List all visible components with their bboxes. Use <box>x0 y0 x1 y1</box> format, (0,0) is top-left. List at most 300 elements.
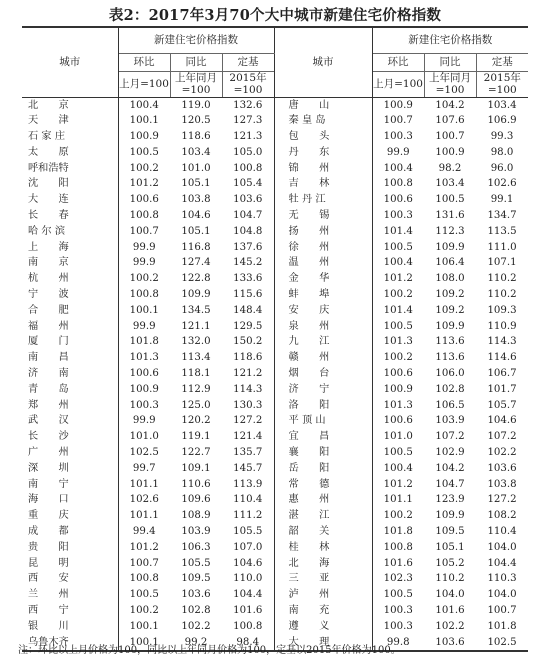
left-yoy-cell: 109.6 <box>181 494 211 506</box>
left-yoy-cell: 118.6 <box>181 131 211 143</box>
right-city-cell: 泉 州 <box>274 319 372 335</box>
left-city-cell: 济 南 <box>22 366 118 382</box>
left-yoy-cell: 122.8 <box>181 273 211 285</box>
right-base-cell: 105.7 <box>487 399 517 411</box>
left-yoy-cell: 120.5 <box>181 115 211 127</box>
left-mom-cell: 101.3 <box>129 352 159 364</box>
right-yoy-cell: 106.0 <box>435 368 465 380</box>
right-yoy-cell: 109.9 <box>435 510 465 522</box>
left-yoy-cell: 103.8 <box>181 194 211 206</box>
left-mom-cell: 100.1 <box>129 620 159 632</box>
right-yoy-cell: 110.2 <box>435 573 465 585</box>
left-city-cell: 兰 州 <box>22 587 118 603</box>
left-mom-cell: 100.2 <box>129 273 159 285</box>
table-row <box>22 255 528 271</box>
table-row <box>22 97 528 113</box>
right-city-cell: 三 亚 <box>274 571 372 587</box>
header-group-right: 新建住宅价格指数 <box>372 27 528 53</box>
right-city-cell: 岳 阳 <box>274 461 372 477</box>
left-mom-cell: 100.5 <box>129 146 159 158</box>
right-city-cell: 北 海 <box>274 556 372 572</box>
right-yoy-cell: 104.7 <box>435 478 465 490</box>
right-yoy-cell: 104.0 <box>435 589 465 601</box>
right-base-cell: 110.2 <box>487 273 517 285</box>
right-mom-cell: 100.7 <box>383 115 413 127</box>
right-base-cell: 103.6 <box>487 462 517 474</box>
left-mom-cell: 100.4 <box>129 99 159 111</box>
table-row <box>22 461 528 477</box>
right-mom-cell: 99.8 <box>372 635 424 652</box>
right-city-cell: 宜 昌 <box>274 429 372 445</box>
table-row <box>22 429 528 445</box>
table-row <box>22 603 528 619</box>
left-yoy-cell: 102.8 <box>181 605 211 616</box>
left-city-cell: 广 州 <box>22 445 118 461</box>
left-yoy-cell: 105.1 <box>181 178 211 190</box>
right-mom-cell: 100.8 <box>383 178 413 190</box>
right-base-cell: 99.1 <box>490 194 514 206</box>
left-base-cell: 135.7 <box>233 447 263 459</box>
right-yoy-cell: 113.6 <box>435 336 465 348</box>
left-base-cell: 148.4 <box>233 304 263 316</box>
left-base-cell: 101.6 <box>233 605 263 616</box>
left-mom-cell: 99.9 <box>132 241 156 253</box>
header-mom-base-right: 上月=100 <box>372 71 424 97</box>
left-yoy-cell: 120.2 <box>181 415 211 427</box>
left-yoy-cell: 101.0 <box>181 162 211 174</box>
left-base-cell: 98.4 <box>222 635 274 652</box>
left-city-cell: 石 家 庄 <box>22 129 118 145</box>
right-base-cell: 110.9 <box>487 320 517 332</box>
right-base-cell: 110.2 <box>487 289 517 301</box>
header-base-right: 定基 <box>476 53 528 71</box>
right-mom-cell: 100.3 <box>383 605 413 616</box>
right-base-cell: 106.7 <box>487 368 517 380</box>
right-yoy-cell: 107.2 <box>435 431 465 443</box>
left-city-cell: 天 津 <box>22 113 118 129</box>
left-base-cell: 104.7 <box>233 210 263 222</box>
table-row <box>22 334 528 350</box>
left-yoy-cell: 127.4 <box>181 257 211 269</box>
left-mom-cell: 100.7 <box>129 225 159 237</box>
left-yoy-cell: 132.0 <box>181 336 211 348</box>
right-base-cell: 103.4 <box>487 99 517 111</box>
right-mom-cell: 100.3 <box>383 210 413 222</box>
right-base-cell: 114.6 <box>487 352 517 364</box>
table-row <box>22 129 528 145</box>
right-mom-cell: 100.8 <box>383 541 413 553</box>
right-yoy-cell: 123.9 <box>435 494 465 506</box>
right-base-cell: 107.2 <box>487 431 517 443</box>
header-city-left: 城市 <box>22 27 118 97</box>
right-base-cell: 100.7 <box>487 605 517 616</box>
right-base-cell: 110.4 <box>487 526 517 538</box>
table-row <box>22 445 528 461</box>
right-base-cell: 109.3 <box>487 304 517 316</box>
left-mom-cell: 100.6 <box>129 368 159 380</box>
left-yoy-cell: 119.0 <box>181 99 211 111</box>
left-mom-cell: 101.2 <box>129 541 159 553</box>
left-mom-cell: 100.1 <box>129 115 159 127</box>
left-base-cell: 129.5 <box>233 320 263 332</box>
right-city-cell: 牡 丹 江 <box>274 192 372 208</box>
table-row <box>22 271 528 287</box>
right-base-cell: 96.0 <box>490 162 514 174</box>
left-city-cell: 西 安 <box>22 571 118 587</box>
left-city-cell: 长 沙 <box>22 429 118 445</box>
right-yoy-cell: 107.6 <box>435 115 465 127</box>
right-base-cell: 134.7 <box>487 210 517 222</box>
header-yoy-base-right: 上年同月=100 <box>424 71 476 97</box>
right-mom-cell: 101.4 <box>383 225 413 237</box>
left-base-cell: 104.4 <box>233 589 263 601</box>
right-yoy-cell: 102.8 <box>435 383 465 395</box>
right-yoy-cell: 105.2 <box>435 557 465 569</box>
right-city-cell: 湛 江 <box>274 508 372 524</box>
price-index-table-container <box>22 26 528 648</box>
right-city-cell: 蚌 埠 <box>274 287 372 303</box>
right-city-cell: 锦 州 <box>274 161 372 177</box>
right-yoy-cell: 100.7 <box>435 131 465 143</box>
left-yoy-cell: 109.1 <box>181 462 211 474</box>
right-city-cell: 洛 阳 <box>274 398 372 414</box>
right-yoy-cell: 109.5 <box>435 526 465 538</box>
right-city-cell: 平 顶 山 <box>274 413 372 429</box>
right-yoy-cell: 103.9 <box>435 415 465 427</box>
left-base-cell: 105.5 <box>233 526 263 538</box>
header-yoy-base-left: 上年同月=100 <box>170 71 222 97</box>
left-base-cell: 130.3 <box>233 399 263 411</box>
right-yoy-cell: 100.5 <box>435 194 465 206</box>
right-yoy-cell: 113.6 <box>435 352 465 364</box>
left-yoy-cell: 118.1 <box>181 368 211 380</box>
left-city-cell: 乌鲁木齐 <box>22 635 118 652</box>
left-base-cell: 145.7 <box>233 462 263 474</box>
left-base-cell: 105.4 <box>233 178 263 190</box>
table-row <box>22 350 528 366</box>
right-mom-cell: 100.2 <box>383 352 413 364</box>
left-base-cell: 127.2 <box>233 415 263 427</box>
left-base-cell: 105.0 <box>233 146 263 158</box>
header-base-base-right: 2015年=100 <box>476 71 528 97</box>
left-mom-cell: 100.9 <box>129 131 159 143</box>
left-city-cell: 上 海 <box>22 240 118 256</box>
right-base-cell: 107.1 <box>487 257 517 269</box>
right-base-cell: 98.0 <box>490 146 514 158</box>
left-mom-cell: 102.5 <box>129 447 159 459</box>
right-yoy-cell: 106.4 <box>435 257 465 269</box>
left-yoy-cell: 105.1 <box>181 225 211 237</box>
right-city-cell: 温 州 <box>274 255 372 271</box>
left-mom-cell: 100.1 <box>129 304 159 316</box>
left-city-cell: 南 京 <box>22 255 118 271</box>
left-base-cell: 113.9 <box>233 478 263 490</box>
table-row <box>22 556 528 572</box>
table-row <box>22 524 528 540</box>
table-row <box>22 366 528 382</box>
table-row <box>22 319 528 335</box>
table-row <box>22 540 528 556</box>
left-city-cell: 重 庆 <box>22 508 118 524</box>
table-row <box>22 382 528 398</box>
left-base-cell: 121.3 <box>233 131 263 143</box>
right-yoy-cell: 131.6 <box>435 210 465 222</box>
right-yoy-cell: 109.2 <box>435 304 465 316</box>
left-yoy-cell: 103.9 <box>181 526 211 538</box>
right-city-cell: 桂 林 <box>274 540 372 556</box>
left-base-cell: 121.4 <box>233 431 263 443</box>
right-base-cell: 101.8 <box>487 620 517 632</box>
left-mom-cell: 101.0 <box>129 431 159 443</box>
right-base-cell: 113.5 <box>487 225 517 237</box>
right-city-cell: 南 充 <box>274 603 372 619</box>
left-mom-cell: 99.4 <box>132 526 156 538</box>
right-base-cell: 111.0 <box>487 241 517 253</box>
right-city-cell: 襄 阳 <box>274 445 372 461</box>
table-row <box>22 113 528 129</box>
left-city-cell: 杭 州 <box>22 271 118 287</box>
right-yoy-cell: 106.5 <box>435 399 465 411</box>
right-city-cell: 丹 东 <box>274 145 372 161</box>
left-mom-cell: 100.2 <box>129 162 159 174</box>
right-city-cell: 遵 义 <box>274 619 372 635</box>
left-mom-cell: 102.6 <box>129 494 159 506</box>
left-yoy-cell: 116.8 <box>181 241 211 253</box>
right-city-cell: 九 江 <box>274 334 372 350</box>
left-city-cell: 深 圳 <box>22 461 118 477</box>
left-mom-cell: 100.8 <box>129 289 159 301</box>
table-row <box>22 477 528 493</box>
left-city-cell: 沈 阳 <box>22 176 118 192</box>
left-mom-cell: 99.9 <box>132 257 156 269</box>
left-base-cell: 133.6 <box>233 273 263 285</box>
left-yoy-cell: 105.5 <box>181 557 211 569</box>
right-base-cell: 99.3 <box>490 131 514 143</box>
table-row <box>22 176 528 192</box>
left-city-cell: 福 州 <box>22 319 118 335</box>
right-yoy-cell: 108.0 <box>435 273 465 285</box>
right-mom-cell: 100.9 <box>383 383 413 395</box>
left-city-cell: 太 原 <box>22 145 118 161</box>
left-base-cell: 110.0 <box>233 573 263 585</box>
header-mom-left: 环比 <box>118 53 170 71</box>
header-mom-right: 环比 <box>372 53 424 71</box>
table-row <box>22 224 528 240</box>
left-city-cell: 哈 尔 滨 <box>22 224 118 240</box>
right-yoy-cell: 109.9 <box>435 241 465 253</box>
left-mom-cell: 100.7 <box>129 557 159 569</box>
left-yoy-cell: 119.1 <box>181 431 211 443</box>
left-city-cell: 宁 波 <box>22 287 118 303</box>
right-yoy-cell: 105.1 <box>435 541 465 553</box>
table-row <box>22 145 528 161</box>
left-city-cell: 郑 州 <box>22 398 118 414</box>
left-city-cell: 海 口 <box>22 492 118 508</box>
table-row <box>22 192 528 208</box>
right-city-cell: 扬 州 <box>274 224 372 240</box>
header-city-right: 城市 <box>274 27 372 97</box>
table-row <box>22 587 528 603</box>
right-base-cell: 108.2 <box>487 510 517 522</box>
left-mom-cell: 100.3 <box>129 399 159 411</box>
table-row <box>22 287 528 303</box>
right-mom-cell: 101.2 <box>383 478 413 490</box>
left-base-cell: 100.8 <box>233 162 263 174</box>
left-yoy-cell: 104.6 <box>181 210 211 222</box>
left-yoy-cell: 109.5 <box>181 573 211 585</box>
right-city-cell: 秦 皇 岛 <box>274 113 372 129</box>
right-city-cell: 惠 州 <box>274 492 372 508</box>
right-mom-cell: 101.8 <box>383 526 413 538</box>
left-mom-cell: 101.2 <box>129 178 159 190</box>
right-city-cell: 唐 山 <box>274 97 372 113</box>
right-mom-cell: 99.9 <box>386 146 410 158</box>
left-mom-cell: 100.1 <box>118 635 170 652</box>
right-city-cell: 大 理 <box>274 635 372 652</box>
table-body <box>22 97 528 651</box>
right-base-cell: 104.6 <box>487 415 517 427</box>
right-base-cell: 104.0 <box>487 589 517 601</box>
price-index-table <box>22 26 528 652</box>
right-city-cell: 泸 州 <box>274 587 372 603</box>
right-mom-cell: 100.4 <box>383 257 413 269</box>
right-yoy-cell: 100.9 <box>435 146 465 158</box>
left-mom-cell: 100.6 <box>129 194 159 206</box>
right-base-cell: 127.2 <box>487 494 517 506</box>
table-row <box>22 413 528 429</box>
left-base-cell: 115.6 <box>233 289 263 301</box>
right-mom-cell: 100.5 <box>383 320 413 332</box>
left-city-cell: 南 宁 <box>22 477 118 493</box>
left-base-cell: 127.3 <box>233 115 263 127</box>
right-mom-cell: 100.5 <box>383 241 413 253</box>
right-yoy-cell: 104.2 <box>435 462 465 474</box>
right-mom-cell: 101.4 <box>383 304 413 316</box>
right-mom-cell: 100.4 <box>383 462 413 474</box>
right-yoy-cell: 103.6 <box>424 635 476 652</box>
right-mom-cell: 100.6 <box>383 194 413 206</box>
right-yoy-cell: 98.2 <box>438 162 462 174</box>
left-base-cell: 104.8 <box>233 225 263 237</box>
right-base-cell: 102.2 <box>487 447 517 459</box>
left-base-cell: 132.6 <box>233 99 263 111</box>
right-mom-cell: 101.2 <box>383 273 413 285</box>
table-row <box>22 208 528 224</box>
right-city-cell: 安 庆 <box>274 303 372 319</box>
right-base-cell: 106.9 <box>487 115 517 127</box>
right-mom-cell: 100.4 <box>383 162 413 174</box>
right-city-cell: 韶 关 <box>274 524 372 540</box>
right-city-cell: 无 锡 <box>274 208 372 224</box>
left-mom-cell: 101.1 <box>129 478 159 490</box>
header-yoy-right: 同比 <box>424 53 476 71</box>
left-base-cell: 137.6 <box>233 241 263 253</box>
right-mom-cell: 101.1 <box>383 494 413 506</box>
right-city-cell: 金 华 <box>274 271 372 287</box>
right-base-cell: 101.7 <box>487 383 517 395</box>
right-city-cell: 徐 州 <box>274 240 372 256</box>
right-mom-cell: 101.6 <box>383 557 413 569</box>
right-base-cell: 104.4 <box>487 557 517 569</box>
left-base-cell: 118.6 <box>233 352 263 364</box>
left-city-cell: 西 宁 <box>22 603 118 619</box>
right-mom-cell: 101.3 <box>383 336 413 348</box>
left-yoy-cell: 106.3 <box>181 541 211 553</box>
left-mom-cell: 100.8 <box>129 210 159 222</box>
right-mom-cell: 100.3 <box>383 131 413 143</box>
header-base-left: 定基 <box>222 53 274 71</box>
right-city-cell: 烟 台 <box>274 366 372 382</box>
left-mom-cell: 101.1 <box>129 510 159 522</box>
left-yoy-cell: 99.2 <box>170 635 222 652</box>
left-mom-cell: 100.8 <box>129 573 159 585</box>
right-city-cell: 常 德 <box>274 477 372 493</box>
left-base-cell: 111.2 <box>233 510 263 522</box>
left-city-cell: 长 春 <box>22 208 118 224</box>
left-mom-cell: 99.7 <box>132 462 156 474</box>
left-mom-cell: 99.9 <box>132 415 156 427</box>
right-yoy-cell: 112.3 <box>435 225 465 237</box>
left-yoy-cell: 109.9 <box>181 289 211 301</box>
header-group-left: 新建住宅价格指数 <box>118 27 274 53</box>
right-yoy-cell: 102.2 <box>435 620 465 632</box>
left-city-cell: 银 川 <box>22 619 118 635</box>
right-mom-cell: 100.6 <box>383 368 413 380</box>
right-mom-cell: 101.3 <box>383 399 413 411</box>
right-mom-cell: 100.2 <box>383 510 413 522</box>
left-base-cell: 107.0 <box>233 541 263 553</box>
header-base-base-left: 2015年=100 <box>222 71 274 97</box>
right-mom-cell: 100.2 <box>383 289 413 301</box>
left-yoy-cell: 121.1 <box>181 320 211 332</box>
left-base-cell: 104.6 <box>233 557 263 569</box>
right-mom-cell: 100.6 <box>383 415 413 427</box>
right-mom-cell: 100.3 <box>383 620 413 632</box>
footnote: 注：环比以上月价格为100，同比以上年同月价格为100，定基以2015年价格为100。 <box>18 645 401 656</box>
right-mom-cell: 100.5 <box>383 589 413 601</box>
left-city-cell: 成 都 <box>22 524 118 540</box>
left-mom-cell: 101.8 <box>129 336 159 348</box>
left-city-cell: 合 肥 <box>22 303 118 319</box>
left-yoy-cell: 125.0 <box>181 399 211 411</box>
left-base-cell: 110.4 <box>233 494 263 506</box>
left-yoy-cell: 112.9 <box>181 383 211 395</box>
table-header <box>22 27 528 97</box>
right-mom-cell: 100.9 <box>383 99 413 111</box>
left-base-cell: 100.8 <box>233 620 263 632</box>
right-base-cell: 110.3 <box>487 573 517 585</box>
left-mom-cell: 100.9 <box>129 383 159 395</box>
left-base-cell: 150.2 <box>233 336 263 348</box>
right-yoy-cell: 102.9 <box>435 447 465 459</box>
right-city-cell: 济 宁 <box>274 382 372 398</box>
table-row <box>22 240 528 256</box>
left-mom-cell: 99.9 <box>132 320 156 332</box>
left-mom-cell: 100.2 <box>129 605 159 616</box>
right-mom-cell: 100.5 <box>383 447 413 459</box>
header-yoy-left: 同比 <box>170 53 222 71</box>
left-city-cell: 厦 门 <box>22 334 118 350</box>
header-mom-base-left: 上月=100 <box>118 71 170 97</box>
table-row <box>22 571 528 587</box>
right-city-cell: 赣 州 <box>274 350 372 366</box>
left-city-cell: 大 连 <box>22 192 118 208</box>
left-mom-cell: 100.5 <box>129 589 159 601</box>
right-base-cell: 102.6 <box>487 178 517 190</box>
left-city-cell: 呼和浩特 <box>22 161 118 177</box>
left-yoy-cell: 103.6 <box>181 589 211 601</box>
table-row <box>22 508 528 524</box>
